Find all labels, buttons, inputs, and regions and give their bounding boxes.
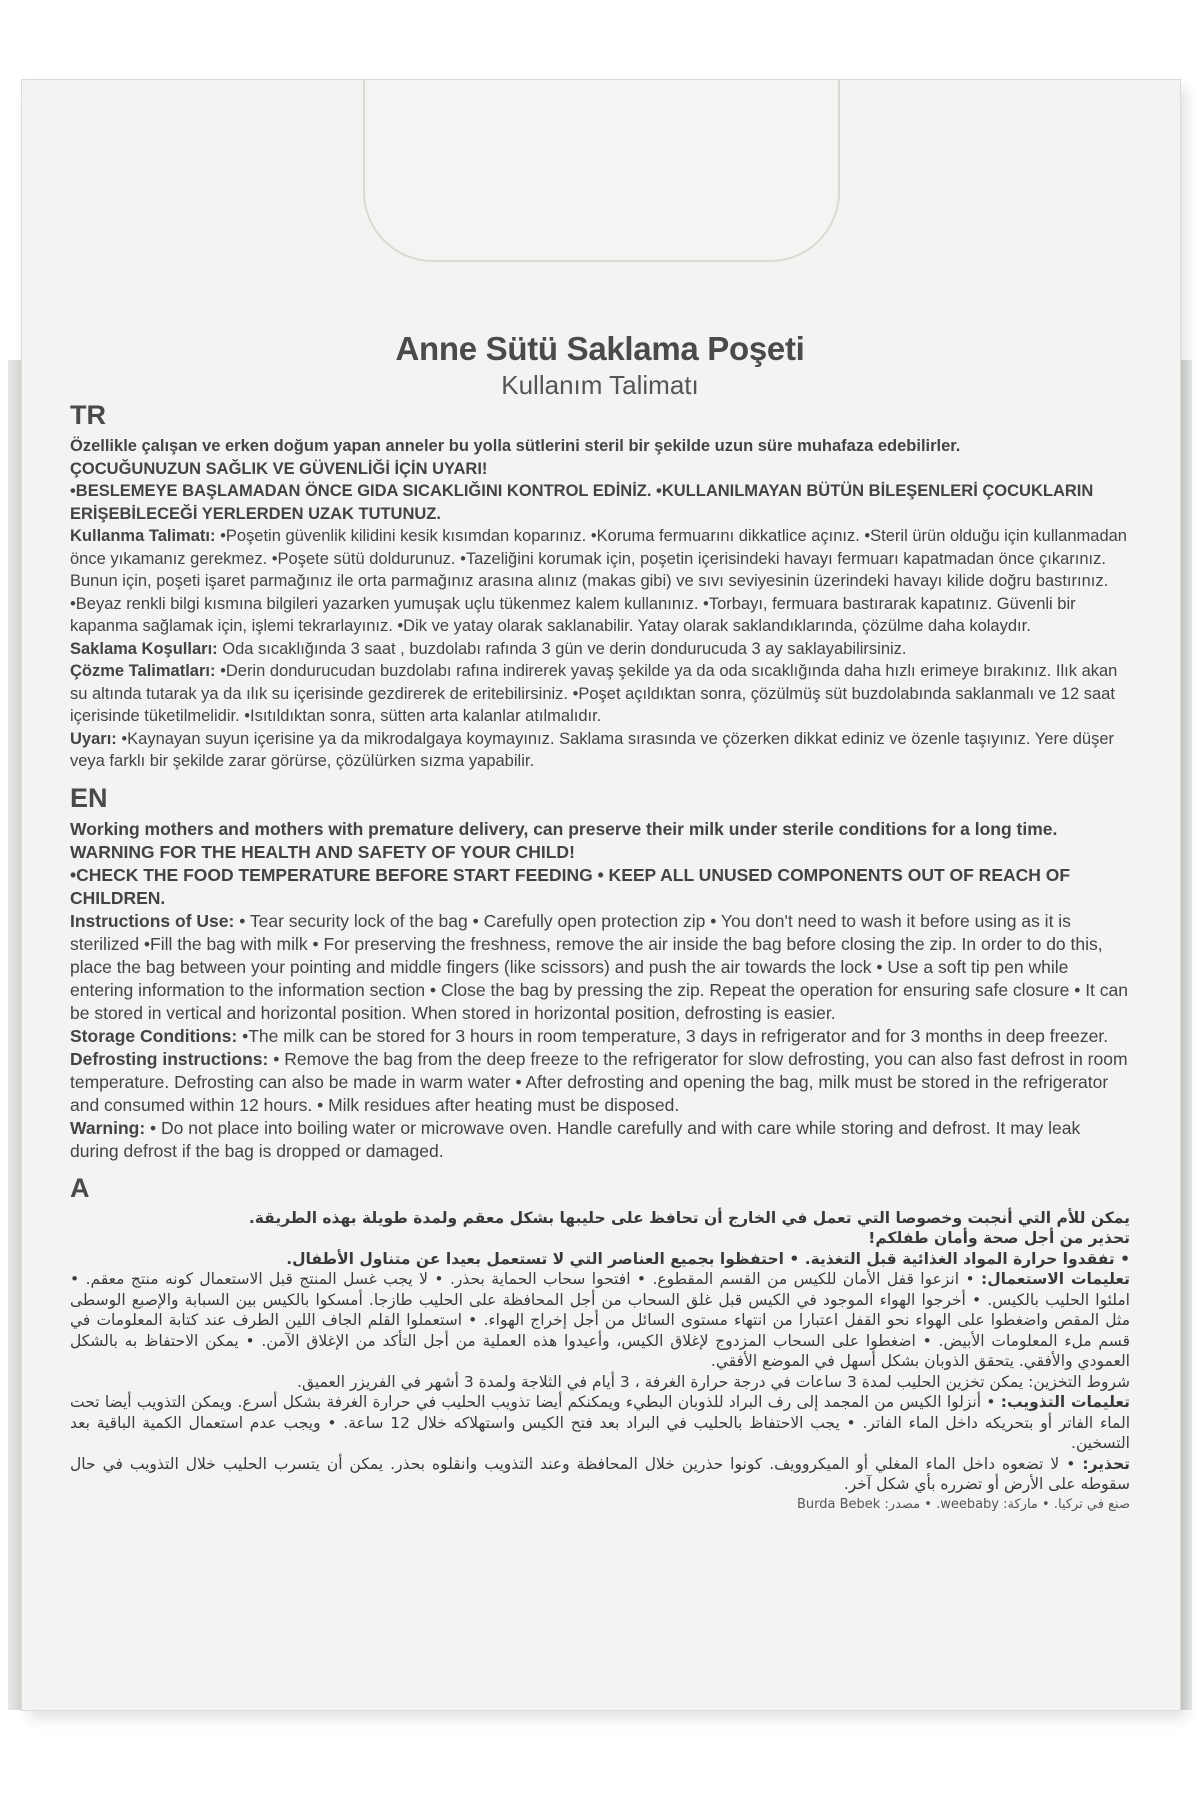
en-caution-text: • Do not place into boiling water or microwave oven. Handle carefully and with care while storing and defrost. It may leak during defrost if the bag is dropped or damaged.: [70, 1117, 1081, 1161]
box-right-edge: [1180, 360, 1192, 1710]
en-caution: [70, 1117, 1130, 1163]
ar-warning-heading: تحذير من أجل صحة وأمان طفلكم!: [868, 1229, 1130, 1247]
ar-usage-label: تعليمات الاستعمال:: [981, 1270, 1130, 1288]
product-title: Anne Sütü Saklama Poşeti: [395, 330, 805, 367]
ar-warning-text: • تفقدوا حرارة المواد الغذائية قبل التغذية. • احتفظوا بجميع العناصر التي لا تستعمل بعيدا عن متناول الأطفال.: [286, 1249, 1130, 1268]
tr-defrost-text: •Derin dondurucudan buzdolabı rafına indirerek yavaş şekilde ya da oda sıcaklığında daha hızlı erimeye bırakınız. Ilık akan su altında tutarak ya da ılık su içerisinde gezdirerek de eritebilirsiniz. •Poşet açıldıktan sonra, çözülmüş süt buzdolabında saklanmalı ve 12 saat içerisinde tüketilmelidir. •Isıtıldıktan sonra, sütten arta kalanlar atılmalıdır.: [70, 662, 1118, 725]
product-subtitle: Kullanım Talimatı: [501, 370, 699, 400]
en-storage-label: Storage Conditions:: [70, 1025, 238, 1046]
ar-caution-text: • لا تضعوه داخل الماء المغلي أو الميكروويف. كونوا حذرين خلال المحافظة وعند التذويب وانقلوه بحذر. يمكن أن يتسرب الحليب خلال التذويب في حال سقوطه على الأرض أو تضرره بأي شكل آخر.: [70, 1454, 1130, 1493]
tr-storage-text: Oda sıcaklığında 3 saat , buzdolabı rafında 3 gün ve derin dondurucuda 3 ay saklayabilirsiniz.: [217, 639, 907, 658]
en-usage-label: Instructions of Use:: [70, 910, 235, 931]
tr-caution: [70, 728, 1130, 773]
tr-intro: Özellikle çalışan ve erken doğum yapan anneler bu yolla sütlerini steril bir şekilde uzun süre muhafaza edebilirler.: [70, 437, 961, 455]
ar-defrost-label: تعليمات التذويب:: [1000, 1393, 1130, 1411]
ar-caution: [70, 1454, 1130, 1495]
en-storage: [70, 1025, 1130, 1048]
tr-storage-label: Saklama Koşulları:: [70, 639, 218, 658]
en-defrost-text: • Remove the bag from the deep freeze to the refrigerator for slow defrosting, you can also fast defrost in room temperature. Defrosting can also be made in warm water • After defrosting and opening the bag, milk must be stored in the refrigerator and consumed within 12 hours. • Milk residues after heating must be disposed.: [70, 1048, 1128, 1115]
tr-warning-heading: ÇOCUĞUNUZUN SAĞLIK VE GÜVENLİĞİ İÇİN UYARI!: [70, 459, 488, 478]
box-tuck-flap: [363, 80, 840, 262]
lang-label-tr: TR: [70, 400, 106, 430]
tr-caution-text: •Kaynayan suyun içerisine ya da mikrodalgaya koymayınız. Saklama sırasında ve çözerken dikkat ediniz ve özenle taşıyınız. Yere düşer veya farklı bir şekilde zarar görürse, çözülürken sızma yapabilir.: [70, 729, 1114, 770]
en-storage-text: •The milk can be stored for 3 hours in room temperature, 3 days in refrigerator and for 3 months in deep freezer.: [237, 1025, 1109, 1046]
tr-caution-label: Uyarı:: [70, 729, 117, 748]
en-caution-label: Warning:: [70, 1117, 146, 1138]
tr-warning-text: •BESLEMEYE BAŞLAMADAN ÖNCE GIDA SICAKLIĞINI KONTROL EDİNİZ. •KULLANILMAYAN BÜTÜN BİLEŞENLERİ ÇOCUKLARIN ERİŞEBİLECEĞİ YERLERDEN UZAK TUTUNUZ.: [70, 482, 1094, 523]
tr-defrost: [70, 660, 1130, 728]
lang-label-ar: A: [70, 1172, 90, 1203]
en-defrost-label: Defrosting instructions:: [70, 1048, 269, 1069]
ar-storage: شروط التخزين: يمكن تخزين الحليب لمدة 3 ساعات في درجة حرارة الغرفة ، 3 أيام في الثلاجة ولمدة 3 أشهر في الفريزر العميق.: [297, 1372, 1130, 1391]
ar-footer-brand: صنع في تركيا. • ماركة: weebaby. • مصدر: Burda Bebek: [796, 1496, 1130, 1512]
tr-defrost-label: Çözme Talimatları:: [70, 662, 216, 680]
section-ar: [70, 1173, 1130, 1512]
en-warning-heading: WARNING FOR THE HEALTH AND SAFETY OF YOUR CHILD!: [70, 841, 575, 862]
en-warning-text: •CHECK THE FOOD TEMPERATURE BEFORE START FEEDING • KEEP ALL UNUSED COMPONENTS OUT OF REACH OF CHILDREN.: [70, 864, 1071, 908]
en-defrost: [70, 1048, 1130, 1117]
en-intro: Working mothers and mothers with premature delivery, can preserve their milk under sterile conditions for a long time.: [70, 818, 1058, 839]
tr-usage-label: Kullanma Talimatı:: [70, 527, 216, 545]
lang-label-en: EN: [70, 782, 108, 813]
tr-usage-text: •Poşetin güvenlik kilidini kesik kısımdan koparınız. •Koruma fermuarını dikkatlice açınız. •Steril ürün olduğu için kullanmadan önce yıkamanız gerekmez. •Poşete sütü doldurunuz. •Tazeliğini korumak için, poşetin içerisindeki havayı fermuarı kapatmadan önce çıkarınız. Bunun için, poşeti işaret parmağınız ile orta parmağınız arasına alınız (makas gibi) ve sıvı seviyesinin üzerindeki havayı kilide doğru bastırınız. •Beyaz renkli bilgi kısmına bilgileri yazarken yumuşak uçlu tükenmez kalem kullanınız. •Torbayı, fermuara bastırarak kapatınız. Güvenli bir kapanma sağlamak için, işlemi tekrarlayınız. •Dik ve yatay olarak saklanabilir. Yatay olarak saklandıklarında, çözülme daha kolaydır.: [70, 527, 1127, 635]
ar-defrost: [70, 1392, 1130, 1454]
section-en: [70, 783, 1130, 1163]
ar-defrost-text: • أنزلوا الكيس من المجمد إلى رف البراد للذوبان البطيء ويمكنكم أيضا تذويب الحليب في حرارة الغرفة بشكل أسرع. ويمكن التذويب أيضا تحت الماء الفاتر أو بتحريكه داخل الماء الفاتر. • يجب الاحتفاظ بالحليب في البراد بعد فتح الكيس واستهلاكه خلال 12 ساعة. • ويجب عدم استعمال الكمية الباقية بعد التسخين.: [70, 1393, 1130, 1452]
ar-usage-text: • انزعوا قفل الأمان للكيس من القسم المقطوع. • افتحوا سحاب الحماية بحذر. • لا يجب غسل المنتج قبل الاستعمال كونه منتج معقم. • املئوا الحليب بالكيس. • أخرجوا الهواء الموجود في الكيس قبل غلق السحاب من أجل المحافظة على الحليب طازجا. أمسكوا بالكيس بين السبابة والإصبع الوسطى مثل المقص واضغطوا على الهواء نحو القفل اعتبارا من انتهاء مستوى السائل من أجل إخراج الهواء. • استعملوا القلم الجاف اللين الطرف عند كتابة المعلومات في قسم ملء المعلومات الأبيض. • اضغطوا على السحاب المزدوج لإغلاق الكيس، وأعيدوا هذه العملية من أجل التأكد من الإغلاق الآمن. • يمكن الاحتفاظ به بالشكل العمودي والأفقي. يتحقق الذوبان بشكل أسهل في الموضع الأفقي.: [70, 1270, 1130, 1370]
tr-storage: [70, 638, 1130, 661]
box-left-edge: [8, 360, 22, 1710]
section-tr: [70, 400, 1130, 773]
ar-intro: يمكن للأم التي أنجبت وخصوصا التي تعمل في الخارج أن تحافظ على حليبها بشكل معقم ولمدة طويلة بهذه الطريقة.: [248, 1208, 1130, 1227]
ar-usage: [70, 1269, 1130, 1372]
tr-usage: [70, 525, 1130, 638]
ar-caution-label: تحذير:: [1082, 1454, 1130, 1473]
en-usage: [70, 910, 1130, 1025]
instructions-content: [70, 400, 1130, 1522]
en-usage-text: • Tear security lock of the bag • Carefully open protection zip • You don't need to wash it before using as it is sterilized •Fill the bag with milk • For preserving the freshness, remove the air inside the bag before closing the zip. In order to do this, place the bag between your pointing and middle fingers (like scissors) and push the air towards the lock • Use a soft tip pen while entering information to the information section • Close the bag by pressing the zip. Repeat the operation for ensuring safe closure • It can be stored in vertical and horizontal position. When stored in horizontal position, defrosting is easier.: [70, 910, 1128, 1023]
